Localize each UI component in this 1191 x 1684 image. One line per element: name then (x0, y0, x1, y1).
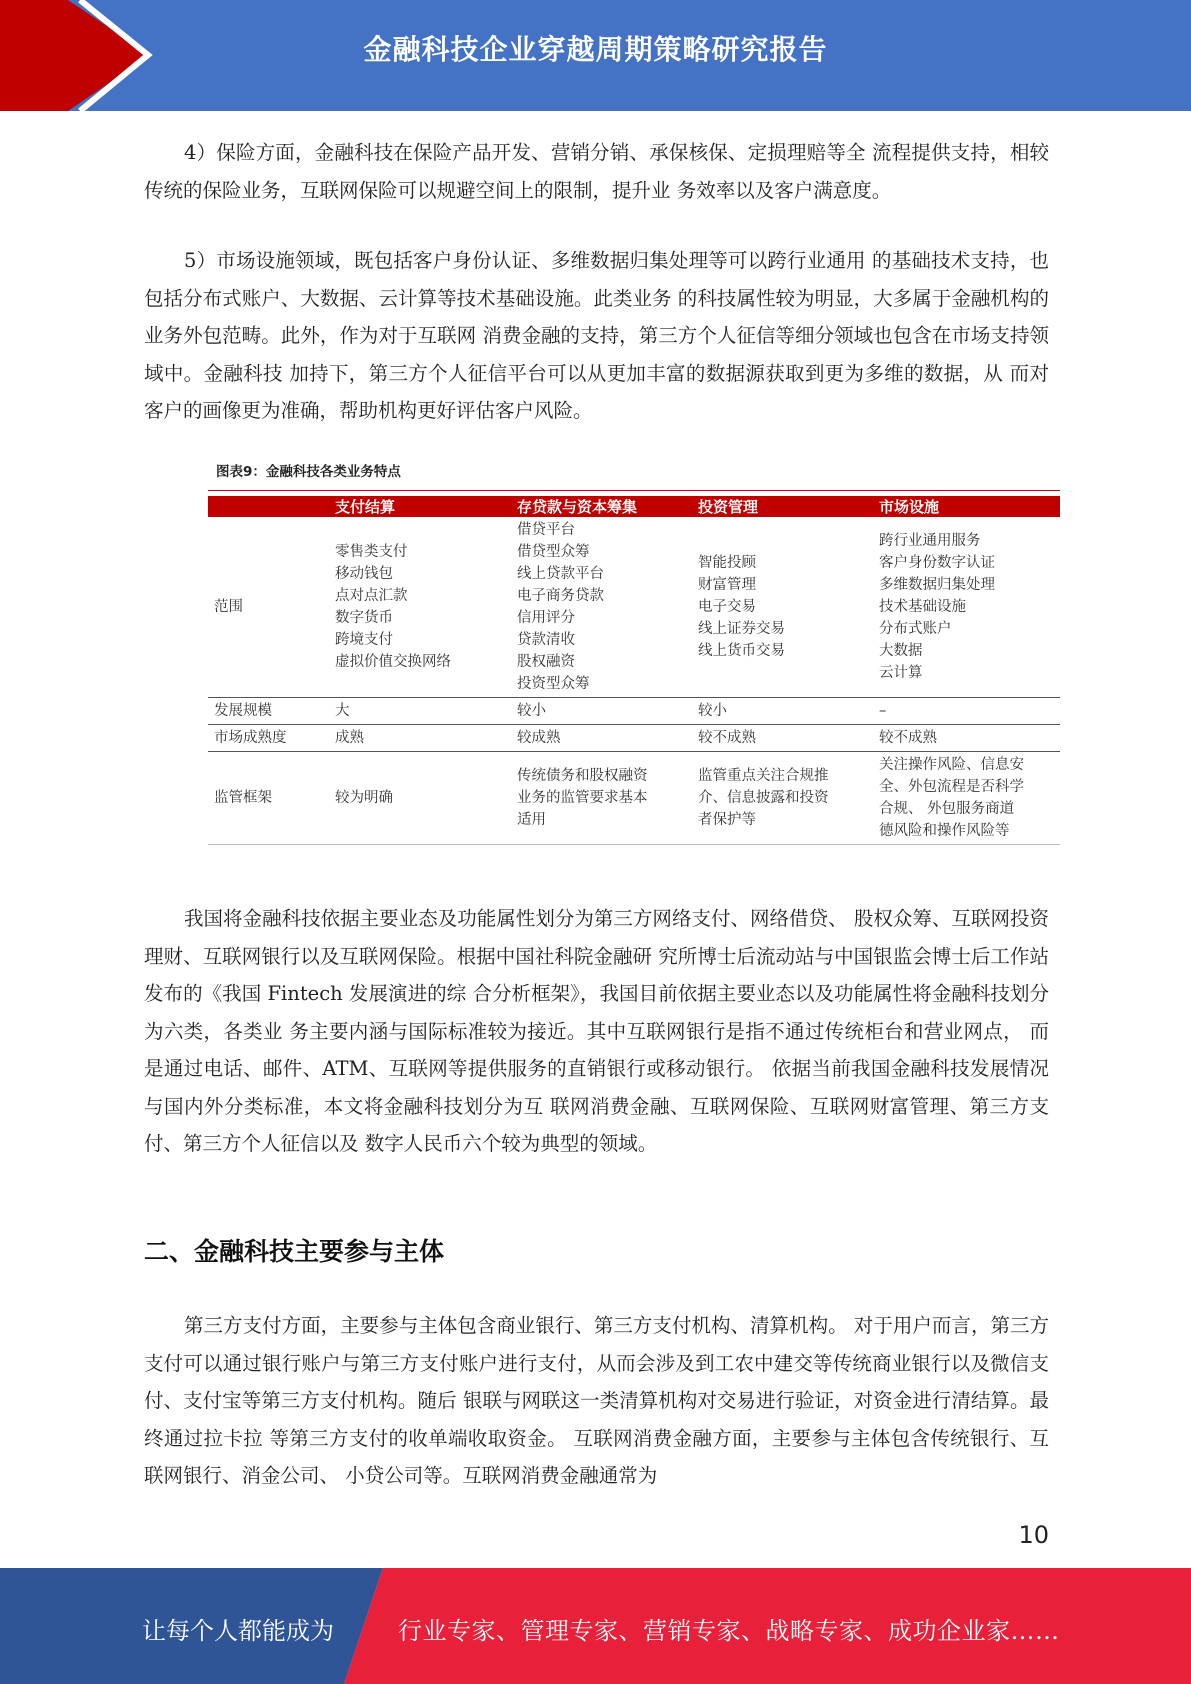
cell-line: 业务的监管要求基本 (517, 790, 648, 806)
cell-line: 较小 (698, 703, 727, 719)
table-cell (692, 752, 873, 845)
cell-line: 传统债务和股权融资 (517, 768, 648, 784)
table-cell (329, 517, 511, 698)
cell-line: 数字货币 (335, 610, 393, 626)
row-label: 范围 (208, 517, 329, 698)
cell-line: 多维数据归集处理 (879, 577, 995, 593)
table-cell (511, 752, 692, 845)
table-cell (329, 725, 511, 752)
table-header-cell: 投资管理 (692, 496, 873, 517)
cell-line: 借贷型众筹 (517, 544, 590, 560)
table-header-cell: 存贷款与资本筹集 (511, 496, 692, 517)
paragraph-participants: 第三方支付方面，主要参与主体包含商业银行、第三方支付机构、清算机构。 对于用户而言，第三方支付可以通过银行账户与第三方支付账户进行支付，从而会涉及到工农中建交等传统商业银行以及微信支付、支付宝等第三方支付机构。随后 银联与网联这一类清算机构对交易进行验证，对资金进行清结算。最终通过拉卡拉 等第三方支付的收单端收取资金。 互联网消费金融方面，主要参与主体包含传统银行、互联网银行、消金公司、 小贷公司等。互联网消费金融通常为 (144, 1314, 1049, 1487)
table-row (208, 725, 1060, 752)
table-cell (873, 725, 1060, 752)
cell-line: 成熟 (335, 730, 364, 746)
table-cell (873, 517, 1060, 698)
cell-line: 德风险和操作风险等 (879, 823, 1010, 839)
cell-line: 财富管理 (698, 577, 756, 593)
cell-line: 电子商务贷款 (517, 588, 604, 604)
cell-line: 技术基础设施 (879, 599, 966, 615)
figure-top-rule (208, 490, 1060, 491)
paragraph-classification: 我国将金融科技依据主要业态及功能属性划分为第三方网络支付、网络借贷、 股权众筹、互联网投资理财、互联网银行以及互联网保险。根据中国社科院金融研 究所博士后流动站与中国银监会博士后工作站发布的《我国 Fintech 发展演进的综 合分析框架》，我国目前依据主要业态以及功能属性将金融科技划分为六类，各类业 务主要内涵与国际标准较为接近。其中互联网银行是指不通过传统柜台和营业网点， 而是通过电话、邮件、ATM、互联网等提供服务的直销银行或移动银行。 依据当前我国金融科技发展情况与国内外分类标准，本文将金融科技划分为互 联网消费金融、互联网保险、互联网财富管理、第三方支付、第三方个人征信以及 数字人民币六个较为典型的领域。 (144, 907, 1049, 1155)
cell-line: 者保护等 (698, 812, 756, 828)
cell-line: 虚拟价值交换网络 (335, 654, 451, 670)
page-number: 10 (1018, 1521, 1049, 1549)
cell-line: 信用评分 (517, 610, 575, 626)
table-cell (692, 725, 873, 752)
row-label: 监管框架 (208, 752, 329, 845)
table-cell (692, 698, 873, 725)
cell-line: 关注操作风险、信息安 (879, 757, 1024, 773)
cell-line: 投资型众筹 (517, 676, 590, 692)
footer-slogan-right: 行业专家、管理专家、营销专家、战略专家、成功企业家…… (398, 1617, 1060, 1645)
cell-line: 较为明确 (335, 790, 393, 806)
table-cell (329, 752, 511, 845)
business-features-table (208, 496, 1060, 845)
table-cell (329, 698, 511, 725)
table-cell (511, 517, 692, 698)
page-header (0, 0, 1191, 111)
cell-line: 全、外包流程是否科学 (879, 779, 1024, 795)
cell-line: 智能投顾 (698, 555, 756, 571)
table-row (208, 517, 1060, 698)
cell-line: 合规、 外包服务商道 (879, 801, 1015, 817)
cell-line: 借贷平台 (517, 522, 575, 538)
cell-line: 点对点汇款 (335, 588, 408, 604)
cell-line: 介、信息披露和投资 (698, 790, 829, 806)
figure-business-features (208, 460, 1060, 845)
table-header-cell (208, 496, 329, 517)
paragraph-market-infrastructure: 5）市场设施领域，既包括客户身份认证、多维数据归集处理等可以跨行业通用 的基础技术支持，也包括分布式账户、大数据、云计算等技术基础设施。此类业务 的科技属性较为明显，大多属于金融机构的业务外包范畴。此外，作为对于互联网 消费金融的支持，第三方个人征信等细分领域也包含在市场支持领域中。金融科技 加持下，第三方个人征信平台可以从更加丰富的数据源获取到更为多维的数据，从 而对客户的画像更为准确，帮助机构更好评估客户风险。 (144, 249, 1049, 422)
table-row (208, 752, 1060, 845)
cell-line: 零售类支付 (335, 544, 408, 560)
footer-slogan-left: 让每个人都能成为 (142, 1617, 334, 1645)
table-header-cell: 支付结算 (329, 496, 511, 517)
cell-line: 较不成熟 (879, 730, 937, 746)
cell-line: 贷款清收 (517, 632, 575, 648)
cell-line: 分布式账户 (879, 621, 952, 637)
row-label: 市场成熟度 (208, 725, 329, 752)
table-header-cell: 市场设施 (873, 496, 1060, 517)
cell-line: 云计算 (879, 665, 923, 681)
figure-caption: 图表9：金融科技各类业务特点 (216, 464, 401, 480)
cell-line: 线上货币交易 (698, 643, 785, 659)
table-cell (511, 725, 692, 752)
cell-line: 大 (335, 703, 350, 719)
table-cell (873, 752, 1060, 845)
cell-line: 较不成熟 (698, 730, 756, 746)
table-cell (511, 698, 692, 725)
cell-line: 跨行业通用服务 (879, 533, 981, 549)
cell-line: 适用 (517, 812, 546, 828)
cell-line: 线上证券交易 (698, 621, 785, 637)
row-label: 发展规模 (208, 698, 329, 725)
report-title: 金融科技企业穿越周期策略研究报告 (363, 33, 828, 66)
table-row (208, 698, 1060, 725)
table-cell (873, 698, 1060, 725)
cell-line: 客户身份数字认证 (879, 555, 995, 571)
cell-line: 监管重点关注合规推 (698, 768, 829, 784)
cell-line: 较成熟 (517, 730, 561, 746)
cell-line: – (879, 703, 887, 719)
cell-line: 电子交易 (698, 599, 756, 615)
cell-line: 跨境支付 (335, 632, 393, 648)
paragraph-insurance: 4）保险方面，金融科技在保险产品开发、营销分销、承保核保、定损理赔等全 流程提供支持，相较传统的保险业务，互联网保险可以规避空间上的限制，提升业 务效率以及客户满意度。 (144, 141, 1049, 202)
section-heading: 二、金融科技主要参与主体 (144, 1237, 445, 1266)
cell-line: 大数据 (879, 643, 923, 659)
page-footer (0, 1568, 1191, 1684)
cell-line: 股权融资 (517, 654, 575, 670)
cell-line: 线上贷款平台 (517, 566, 604, 582)
cell-line: 较小 (517, 703, 546, 719)
table-header-row (208, 496, 1060, 517)
table-cell (692, 517, 873, 698)
cell-line: 移动钱包 (335, 566, 393, 582)
